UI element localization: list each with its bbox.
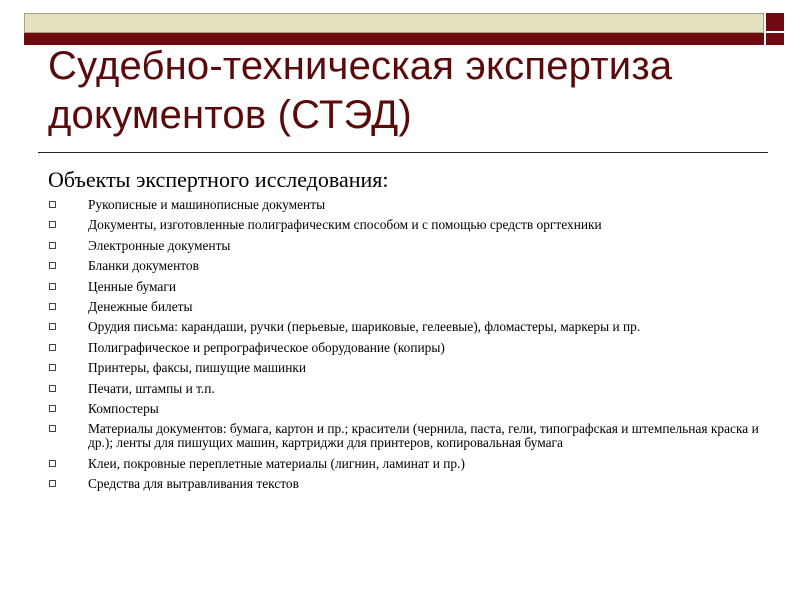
list-item-text: Материалы документов: бумага, картон и пр.; красители (чернила, паста, гели, типографская и штемпельная краска и др.); ленты для пишущих машин, картриджи для принтеров, копировальная бумага bbox=[88, 421, 759, 451]
slide-title-line-2: документов (СТЭД) bbox=[48, 93, 412, 137]
square-bullet-icon bbox=[49, 242, 56, 249]
square-bullet-icon bbox=[49, 262, 56, 269]
list-item-text: Ценные бумаги bbox=[88, 278, 177, 294]
slide-subtitle: Объекты экспертного исследования: bbox=[48, 167, 389, 192]
list-item bbox=[48, 320, 760, 334]
square-bullet-icon bbox=[49, 344, 56, 351]
square-bullet-icon bbox=[49, 221, 56, 228]
square-bullet-icon bbox=[49, 323, 56, 330]
square-bullet-icon bbox=[49, 303, 56, 310]
square-bullet-icon bbox=[49, 480, 56, 487]
list-item-text: Бланки документов bbox=[88, 258, 199, 274]
header-corner-gap bbox=[766, 31, 784, 33]
square-bullet-icon bbox=[49, 364, 56, 371]
list-item-text: Средства для вытравливания текстов bbox=[88, 476, 299, 492]
list-item-text: Клеи, покровные переплетные материалы (лигнин, ламинат и пр.) bbox=[88, 455, 465, 471]
list-item bbox=[48, 341, 760, 355]
square-bullet-icon bbox=[49, 425, 56, 432]
list-item bbox=[48, 198, 760, 212]
list-item-text: Рукописные и машинописные документы bbox=[88, 197, 326, 212]
slide-title-line-1: Судебно-техническая экспертиза bbox=[48, 44, 673, 88]
list-item bbox=[48, 259, 760, 273]
list-item-text: Орудия письма: карандаши, ручки (перьевые, шариковые, гелеевые), фломастеры, маркеры и пр. bbox=[88, 319, 641, 335]
list-item bbox=[48, 477, 760, 491]
list-item bbox=[48, 457, 760, 471]
square-bullet-icon bbox=[49, 283, 56, 290]
list-item bbox=[48, 382, 760, 396]
header-olive-bar bbox=[24, 13, 764, 33]
list-item-text: Принтеры, факсы, пишущие машинки bbox=[88, 360, 307, 376]
list-item bbox=[48, 422, 760, 450]
list-item bbox=[48, 300, 760, 314]
list-item-text: Электронные документы bbox=[88, 237, 231, 253]
list-item bbox=[48, 239, 760, 253]
list-item bbox=[48, 402, 760, 416]
square-bullet-icon bbox=[49, 385, 56, 392]
list-item-text: Документы, изготовленные полиграфическим способом и с помощью средств оргтехники bbox=[88, 217, 602, 233]
slide-title bbox=[48, 42, 748, 140]
square-bullet-icon bbox=[49, 405, 56, 412]
list-item-text: Компостеры bbox=[88, 400, 159, 416]
list-item bbox=[48, 361, 760, 375]
square-bullet-icon bbox=[49, 460, 56, 467]
list-item bbox=[48, 280, 760, 294]
list-item-text: Печати, штампы и т.п. bbox=[88, 380, 215, 396]
list-item-text: Денежные билеты bbox=[88, 298, 193, 314]
list-item bbox=[48, 218, 760, 232]
header-corner-block bbox=[766, 13, 784, 45]
list-item-text: Полиграфическое и репрографическое оборудование (копиры) bbox=[88, 339, 445, 355]
square-bullet-icon bbox=[49, 201, 56, 208]
title-divider bbox=[38, 152, 768, 153]
objects-list bbox=[48, 198, 760, 497]
